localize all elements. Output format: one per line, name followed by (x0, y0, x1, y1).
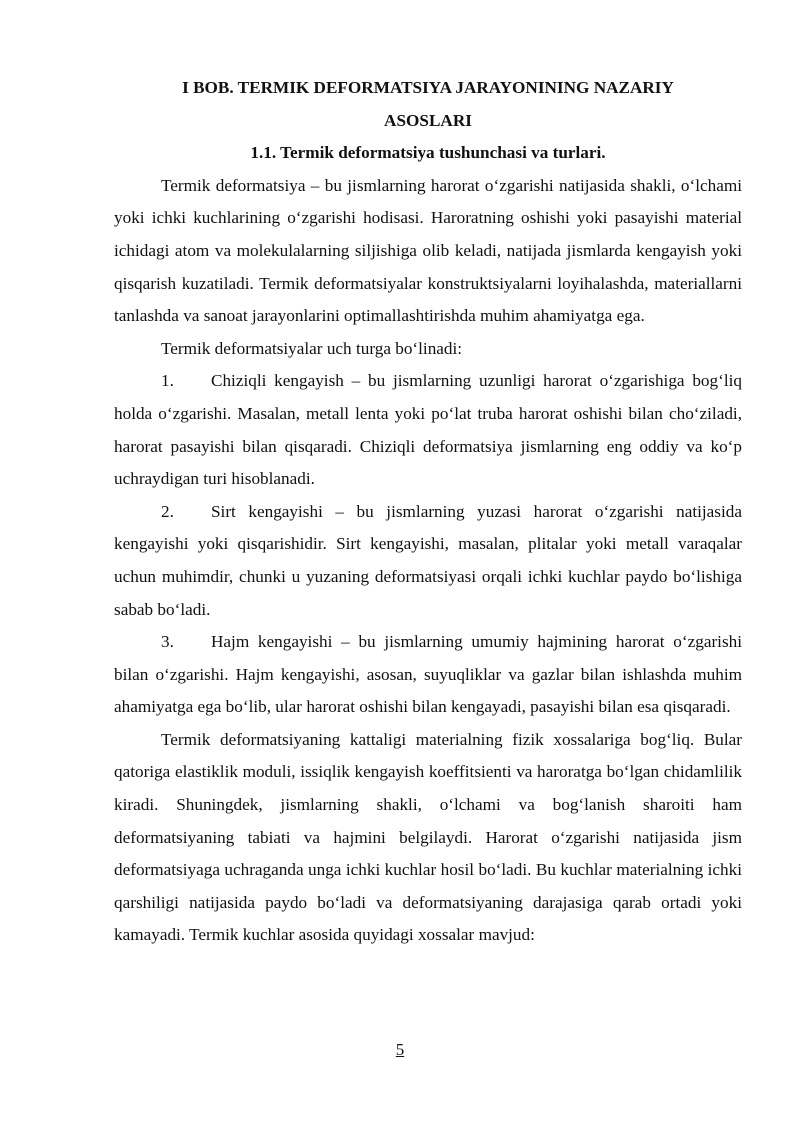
list-item-number: 2. (161, 501, 174, 521)
page-number: 5 (395, 1040, 405, 1059)
list-item-text: Sirt kengayishi – bu jismlarning yuzasi harorat o‘zgarishi natijasida kengayishi yoki qisqarishidir. Sirt kengayishi, masalan, plitalar yoki metall varaqalar uchun muhimdir, chunki u yuzaning deformatsiyasi orqali ichki kuchlar paydo bo‘lishiga sabab bo‘ladi. (114, 501, 742, 619)
chapter-title-line-1: I BOB. TERMIK DEFORMATSIYA JARAYONINING NAZARIY (182, 78, 674, 97)
chapter-title (114, 72, 742, 137)
list-item-text: Chiziqli kengayish – bu jismlarning uzunligi harorat o‘zgarishiga bog‘liq holda o‘zgarishi. Masalan, metall lenta yoki po‘lat truba harorat oshishi bilan cho‘ziladi, harorat pasayishi bilan qisqaradi. Chiziqli deformatsiya jismlarning eng oddiy va ko‘p uchraydigan turi hisoblanadi. (114, 371, 742, 489)
list-item (114, 365, 742, 495)
paragraph-intro: Termik deformatsiya – bu jismlarning harorat o‘zgarishi natijasida shakli, o‘lchami yoki ichki kuchlarining o‘zgarishi hodisasi. Haroratning oshishi yoki pasayishi material ichidagi atom va molekulalarning siljishiga olib keladi, natijada jismlarda kengayish yoki qisqarish kuzatiladi. Termik deformatsiyalar konstruktsiyalarni loyihalashda, materiallarni tanlashda va sanoat jarayonlarini optimallashtirishda muhim ahamiyatga ega. (114, 175, 742, 326)
list-item-number: 3. (161, 632, 174, 652)
list-item (114, 626, 742, 724)
section-title: 1.1. Termik deformatsiya tushunchasi va turlari. (250, 143, 606, 163)
list-item-number: 1. (161, 371, 174, 391)
document-page (114, 72, 742, 952)
paragraph-types-intro: Termik deformatsiyalar uch turga bo‘linadi: (161, 338, 463, 358)
list-item (114, 496, 742, 626)
paragraph-conclusion: Termik deformatsiyaning kattaligi materialning fizik xossalariga bog‘liq. Bular qatoriga elastiklik moduli, issiqlik kengayish koeffitsienti va haroratga bo‘lgan chidamlilik kiradi. Shuningdek, jismlarning shakli, o‘lchami va bog‘lanish sharoiti ham deformatsiyaning tabiati va hajmini belgilaydi. Harorat o‘zgarishi natijasida jism deformatsiyaga uchraganda unga ichki kuchlar hosil bo‘ladi. Bu kuchlar materialning ichki qarshiligi natijasida paydo bo‘ladi va deformatsiyaning darajasiga qarab ortadi yoki kamayadi. Termik kuchlar asosida quyidagi xossalar mavjud: (114, 729, 742, 945)
list-item-text: Hajm kengayishi – bu jismlarning umumiy hajmining harorat o‘zgarishi bilan o‘zgarishi. Hajm kengayishi, asosan, suyuqliklar va gazlar bilan ishlashda muhim ahamiyatga ega bo‘lib, ular harorat oshishi bilan kengayadi, pasayishi bilan esa qisqaradi. (114, 632, 742, 717)
chapter-title-line-2: ASOSLARI (384, 110, 472, 130)
